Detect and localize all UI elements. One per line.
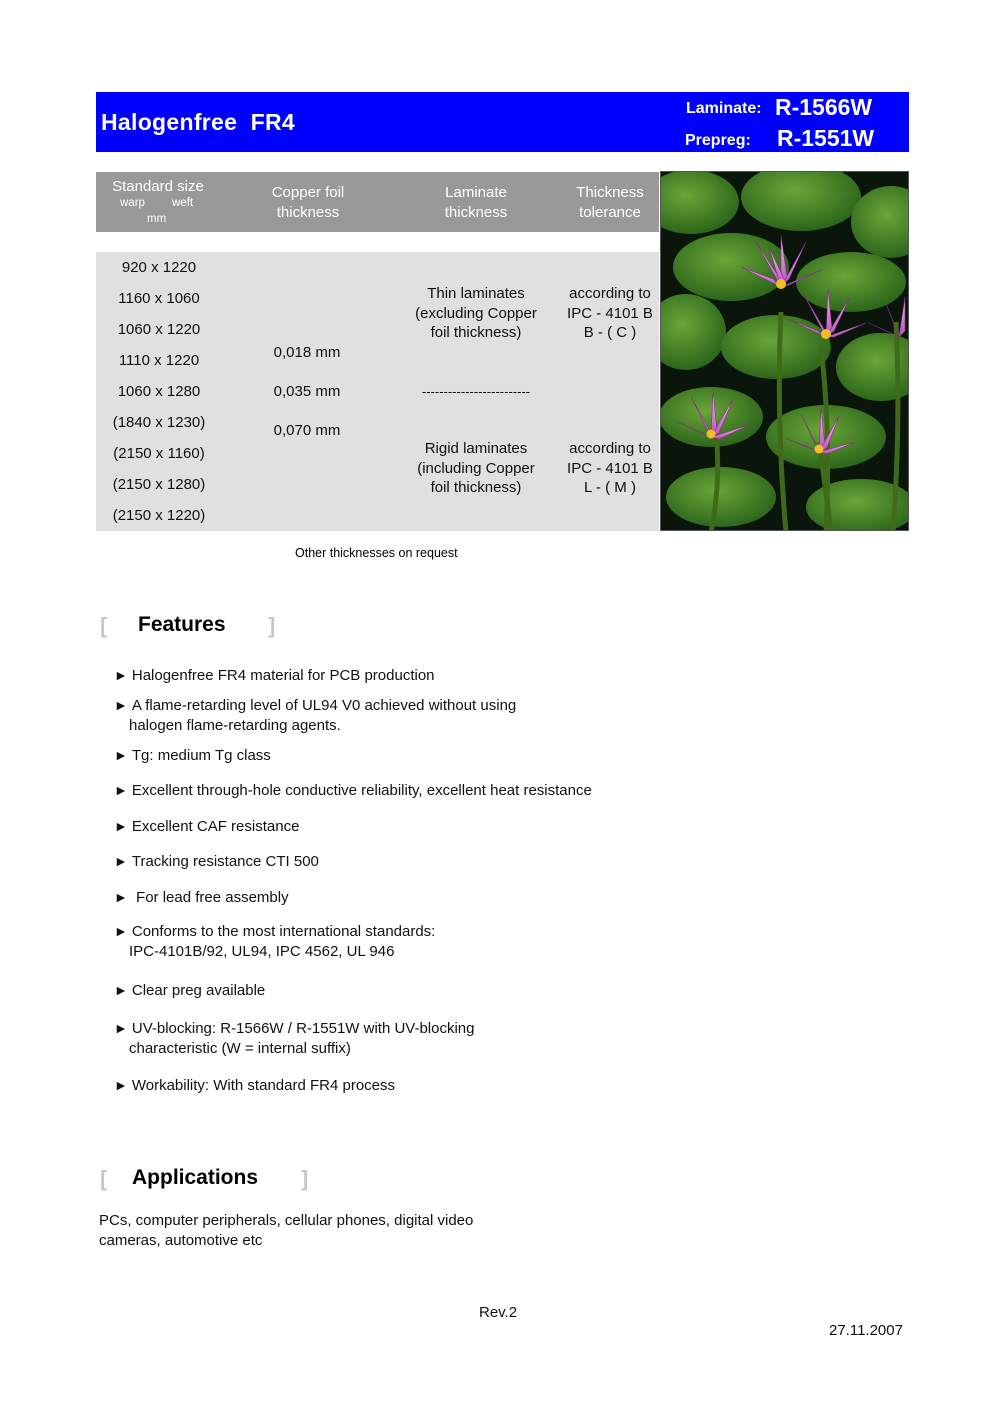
header-copper-line2: thickness xyxy=(276,204,340,221)
size-cell: 1160 x 1060 xyxy=(118,290,200,307)
header-weft: weft xyxy=(172,197,194,209)
tolerance-thin-cell xyxy=(558,284,662,343)
thickness-note: Other thicknesses on request xyxy=(295,546,458,560)
copper-thickness-cell: 0,035 mm xyxy=(273,383,341,400)
feature-item: ► Conforms to the most international standards: IPC-4101B/92, UL94, IPC 4562, UL 946 xyxy=(114,923,436,960)
rigid-line: Rigid laminates xyxy=(424,440,528,457)
size-cell: (2150 x 1220) xyxy=(112,507,206,524)
header-copper-line1: Copper foil xyxy=(271,184,345,201)
table-header xyxy=(96,172,659,232)
tolerance-line: B - ( C ) xyxy=(583,324,637,341)
document-title: Halogenfree FR4 xyxy=(101,109,295,135)
features-open-bracket: [ xyxy=(100,613,108,638)
applications-line: cameras, automotive etc xyxy=(99,1231,263,1249)
feature-item: ► For lead free assembly xyxy=(114,889,289,906)
thin-line: (excluding Copper xyxy=(415,304,537,322)
header-unit: mm xyxy=(147,213,167,225)
size-cell: 1110 x 1220 xyxy=(118,352,200,369)
feature-item: ► Tracking resistance CTI 500 xyxy=(114,853,319,870)
applications-heading: Applications xyxy=(132,1166,259,1189)
tolerance-line: IPC - 4101 B xyxy=(567,304,653,322)
laminate-code: R-1566W xyxy=(775,94,873,120)
feature-item: ► Tg: medium Tg class xyxy=(114,747,271,764)
thin-laminates-cell xyxy=(396,284,556,343)
feature-item: ► Halogenfree FR4 material for PCB production xyxy=(114,667,435,684)
feature-item: ► Excellent through-hole conductive reliability, excellent heat resistance xyxy=(114,782,592,799)
thin-line: foil thickness) xyxy=(430,324,522,341)
feature-item: ► Clear preg available xyxy=(114,982,266,999)
size-cell: 1060 x 1220 xyxy=(117,321,201,338)
applications-close-bracket: ] xyxy=(301,1166,309,1191)
laminate-label: Laminate: xyxy=(686,100,762,117)
features-close-bracket: ] xyxy=(268,613,276,638)
size-cell: 1060 x 1280 xyxy=(117,383,201,400)
prepreg-label: Prepreg: xyxy=(685,132,751,149)
applications-open-bracket: [ xyxy=(100,1166,108,1191)
feature-item: ► UV-blocking: R-1566W / R-1551W with UV-blocking characteristic (W = internal suffix) xyxy=(114,1020,475,1057)
header-laminate-thickness xyxy=(406,183,546,223)
header-laminate-line2: thickness xyxy=(444,204,508,221)
size-cell: (2150 x 1160) xyxy=(113,445,205,462)
tolerance-line: IPC - 4101 B xyxy=(567,459,653,477)
feature-item: ► A flame-retarding level of UL94 V0 achieved without using halogen flame-retarding agents. xyxy=(114,697,517,734)
header-tolerance-line1: Thickness xyxy=(576,184,644,201)
features-heading: Features xyxy=(138,613,226,636)
size-cell: (2150 x 1280) xyxy=(112,476,206,493)
header-standard-size: Standard size xyxy=(112,178,204,195)
feature-item: ► Workability: With standard FR4 process xyxy=(114,1077,396,1094)
thin-line: Thin laminates xyxy=(427,285,525,302)
revision-label: Rev.2 xyxy=(479,1304,518,1321)
applications-text xyxy=(99,1211,473,1250)
tolerance-line: according to xyxy=(569,440,651,457)
tolerance-rigid-cell xyxy=(558,439,662,498)
table-body xyxy=(96,252,659,531)
header-bar xyxy=(96,92,909,152)
copper-thickness-cell: 0,018 mm xyxy=(273,344,341,361)
laminate-separator: ------------------------- xyxy=(421,384,531,399)
header-warp: warp xyxy=(120,197,145,209)
header-tolerance-line2: tolerance xyxy=(579,204,641,221)
rigid-laminates-cell xyxy=(396,439,556,498)
applications-line: PCs, computer peripherals, cellular phones, digital video xyxy=(99,1212,474,1229)
water-lily-illustration xyxy=(661,172,909,531)
tolerance-line: L - ( M ) xyxy=(584,479,636,496)
tolerance-line: according to xyxy=(569,285,651,302)
copper-thickness-cell: 0,070 mm xyxy=(273,422,341,439)
header-thickness-tolerance xyxy=(558,183,662,223)
feature-item: ► Excellent CAF resistance xyxy=(114,818,300,835)
size-cell: 920 x 1220 xyxy=(121,259,197,276)
rigid-line: (including Copper xyxy=(417,459,535,477)
rigid-line: foil thickness) xyxy=(430,479,522,496)
header-copper-foil xyxy=(246,183,370,223)
size-cell: (1840 x 1230) xyxy=(112,414,206,431)
header-laminate-line1: Laminate xyxy=(445,184,507,201)
document-date: 27.11.2007 xyxy=(829,1322,903,1339)
prepreg-code: R-1551W xyxy=(777,125,875,151)
water-lily-photo xyxy=(660,171,909,531)
